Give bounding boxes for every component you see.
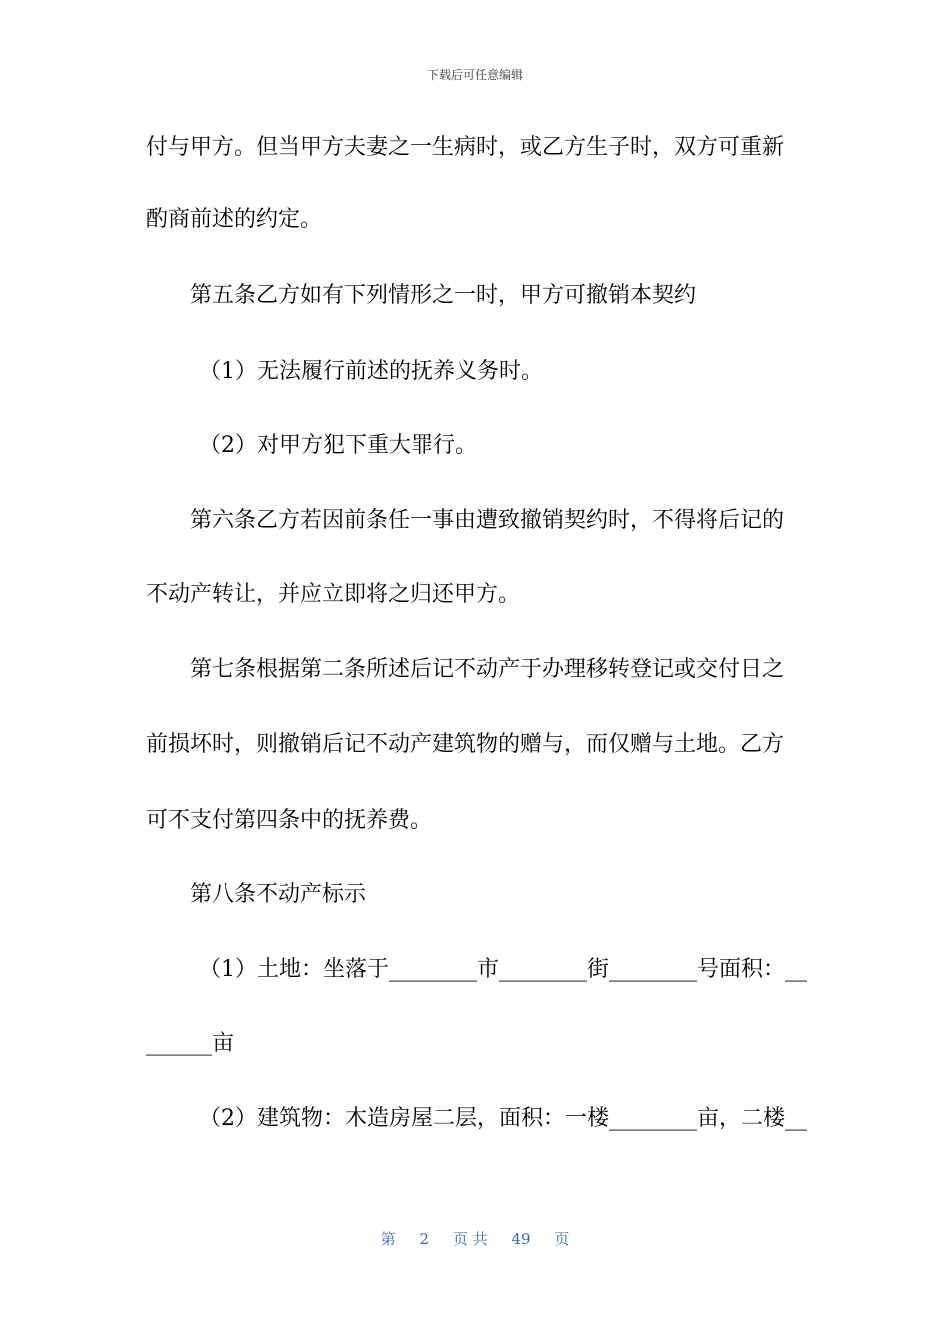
page-header: 下载后可任意编辑 (426, 68, 523, 82)
text-line: 付与甲方。但当甲方夫妻之一生病时，或乙方生子时，双方可重新 (146, 135, 785, 160)
page-footer (0, 1228, 950, 1249)
footer-suffix: 页 (554, 1230, 570, 1248)
footer-total-pages: 49 (511, 1230, 531, 1248)
text-line: 前损坏时，则撤销后记不动产建筑物的赠与，而仅赠与土地。乙方 (146, 732, 785, 757)
text-line: 酌商前述的约定。 (146, 207, 323, 232)
text-line: 第七条根据第二条所述后记不动产于办理移转登记或交付日之 (190, 657, 785, 682)
footer-current-page: 2 (419, 1230, 429, 1248)
text-line: （1）无法履行前述的抚养义务时。 (199, 359, 543, 384)
footer-mid: 页 共 (452, 1230, 488, 1248)
text-line: 可不支付第四条中的抚养费。 (146, 808, 433, 833)
text-line: （1）土地：坐落于________市________街________号面积：__ (199, 957, 807, 982)
text-line: 不动产转让，并应立即将之归还甲方。 (146, 582, 521, 607)
text-line: 第八条不动产标示 (190, 882, 367, 907)
text-line: 第六条乙方若因前条任一事由遭致撤销契约时，不得将后记的 (190, 508, 785, 533)
text-line: 第五条乙方如有下列情形之一时，甲方可撤销本契约 (190, 283, 697, 308)
text-line: （2）建筑物：木造房屋二层，面积：一楼________亩，二楼__ (199, 1106, 807, 1131)
footer-label: 第 (380, 1230, 396, 1248)
text-line: ______亩 (146, 1031, 235, 1056)
text-line: （2）对甲方犯下重大罪行。 (199, 433, 477, 458)
